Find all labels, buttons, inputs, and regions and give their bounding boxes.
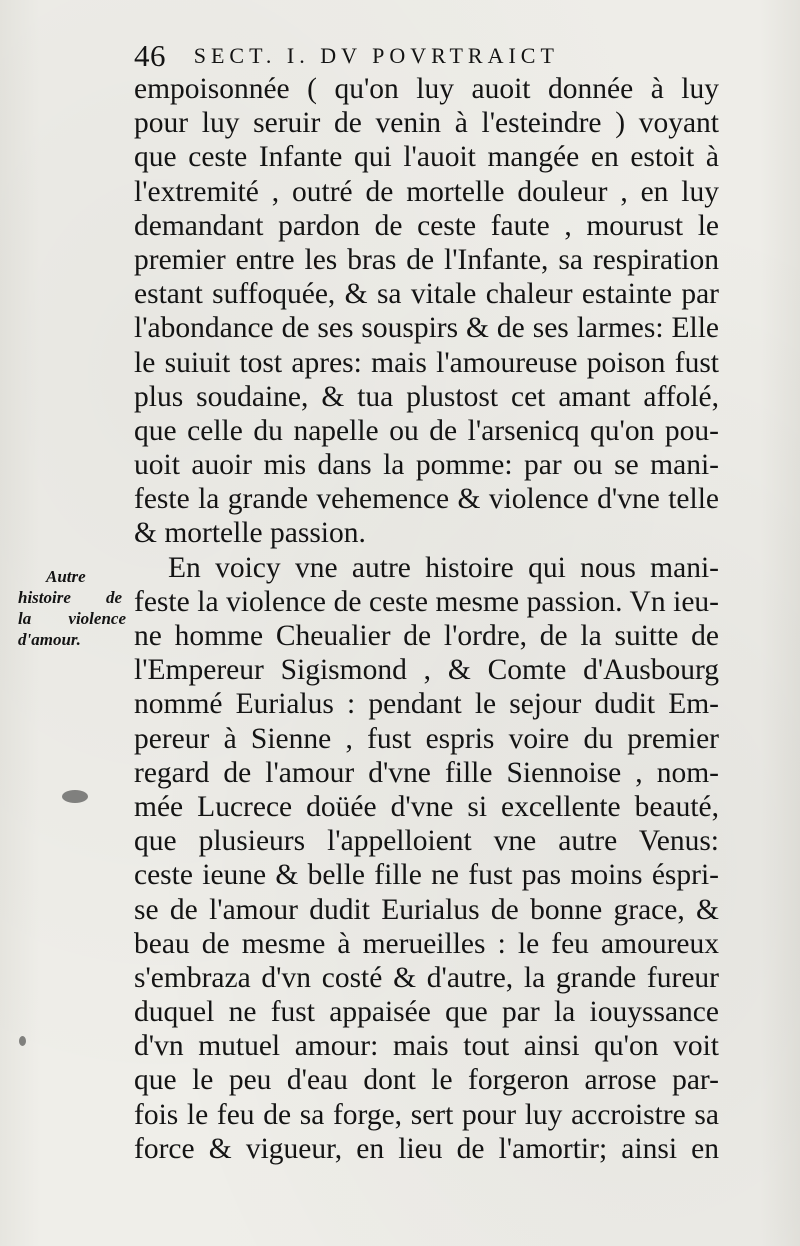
text-line: & mortelle passion.	[134, 517, 366, 550]
text-line: feste la grande vehemence & violence d'vne telle	[134, 483, 719, 516]
text-line: ne homme Cheualier de l'ordre, de la suitte de	[134, 620, 719, 652]
text-line: estant suffoquée, & sa vitale chaleur estainte par	[134, 278, 719, 311]
text-line: que ceste Infante qui l'auoit mangée en estoit à	[134, 141, 719, 174]
ink-blot	[19, 1036, 26, 1046]
text-line: pour luy seruir de venin à l'esteindre ) voyant	[134, 107, 719, 140]
marginal-note-line: histoire de	[18, 588, 122, 607]
running-title: SECT. I. DV POVRTRAICT	[193, 43, 559, 68]
text-line: que plusieurs l'appelloient vne autre Venus:	[134, 825, 719, 858]
text-line: mée Lucrece doüée d'vne si excellente beauté,	[134, 790, 719, 823]
ink-blot	[62, 790, 88, 803]
text-line: demandant pardon de ceste faute , mourust le	[134, 209, 719, 242]
text-line: En voicy vne autre histoire qui nous mani-	[168, 551, 719, 584]
text-line: l'abondance de ses souspirs & de ses larmes: Elle	[134, 312, 719, 345]
text-line: l'extremité , outré de mortelle douleur , en luy	[134, 175, 719, 208]
text-line: regard de l'amour d'vne fille Siennoise , nom-	[134, 756, 719, 789]
marginal-note-line: la violence	[18, 609, 126, 628]
text-line: que le peu d'eau dont le forgeron arrose par-	[134, 1064, 719, 1097]
text-line: plus soudaine, & tua plustost cet amant affolé,	[134, 380, 719, 413]
text-line: ceste ieune & belle fille ne fust pas moins éspri-	[134, 859, 719, 892]
text-line: beau de mesme à merueilles : le feu amoureux	[134, 927, 719, 960]
text-line: nommé Eurialus : pendant le sejour dudit Em-	[134, 688, 719, 721]
text-line: uoit auoir mis dans la pomme: par ou se mani-	[134, 449, 719, 482]
text-line: fois le feu de sa forge, sert pour luy accroistre sa	[134, 1098, 719, 1131]
text-line: pereur à Sienne , fust espris voire du premier	[134, 722, 719, 755]
text-line: premier entre les bras de l'Infante, sa respiration	[134, 243, 719, 276]
page-number: 46	[134, 38, 166, 73]
text-line: l'Empereur Sigismond , & Comte d'Ausbourg	[134, 654, 719, 687]
text-line: le suiuit tost apres: mais l'amoureuse poison fust	[134, 346, 719, 379]
text-line: feste la violence de ceste mesme passion. Vn ieu-	[134, 585, 719, 618]
text-line: duquel ne fust appaisée que par la iouyssance	[134, 996, 719, 1029]
text-line: s'embraza d'vn costé & d'autre, la grande fureur	[134, 961, 719, 994]
marginal-note-line: Autre	[46, 567, 86, 586]
text-line: force & vigueur, en lieu de l'amortir; ainsi en	[134, 1132, 719, 1165]
text-line: d'vn mutuel amour: mais tout ainsi qu'on voit	[134, 1030, 719, 1063]
text-line: empoisonnée ( qu'on luy auoit donnée à luy	[134, 73, 719, 105]
text-line: que celle du napelle ou de l'arsenicq qu'on pou-	[134, 414, 719, 447]
text-line: se de l'amour dudit Eurialus de bonne grace, &	[134, 893, 719, 926]
marginal-note	[18, 566, 130, 650]
marginal-note-line: d'amour.	[18, 630, 81, 649]
body-text	[134, 72, 719, 1166]
